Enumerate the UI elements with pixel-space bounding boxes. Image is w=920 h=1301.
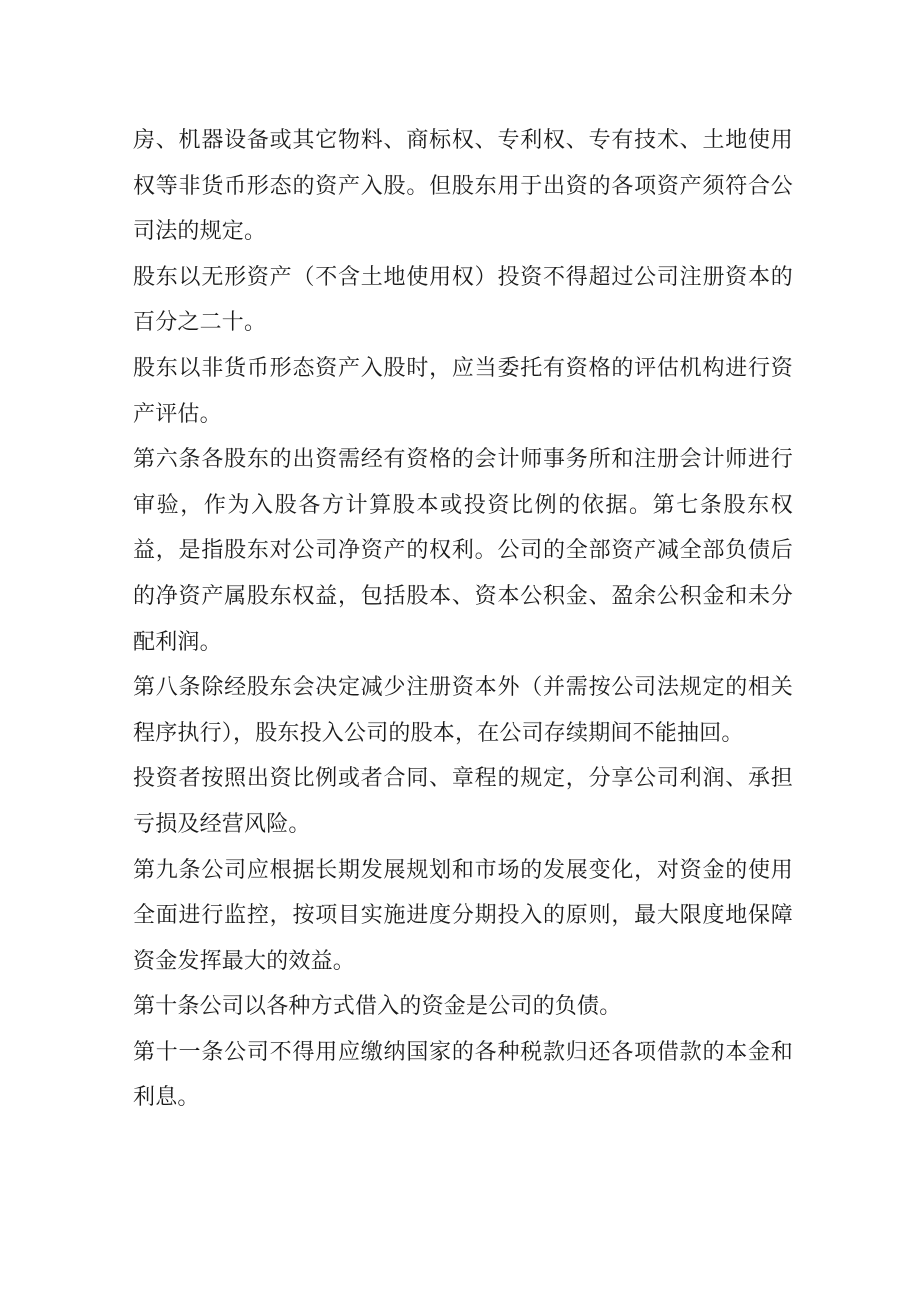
paragraph-article-11: 第十一条公司不得用应缴纳国家的各种税款归还各项借款的本金和利息。 (133, 1039, 793, 1111)
paragraph-intangible-limit: 股东以无形资产（不含土地使用权）投资不得超过公司注册资本的百分之二十。 (133, 264, 793, 336)
paragraph-article-10: 第十条公司以各种方式借入的资金是公司的负债。 (133, 994, 622, 1020)
paragraph-article-6-7: 第六条各股东的出资需经有资格的会计师事务所和注册会计师进行审验，作为入股各方计算股本或投资比例的依据。第七条股东权益，是指股东对公司净资产的权利。公司的全部资产减全部负债后的净资产属股东权益，包括股本、资本公积金、盈余公积金和未分配利润。 (133, 447, 793, 655)
document-body (133, 118, 793, 1121)
paragraph-asset-contribution: 房、机器设备或其它物料、商标权、专利权、专有技术、土地使用权等非货币形态的资产入股。但股东用于出资的各项资产须符合公司法的规定。 (133, 128, 793, 245)
paragraph-article-9: 第九条公司应根据长期发展规划和市场的发展变化，对资金的使用全面进行监控，按项目实施进度分期投入的原则，最大限度地保障资金发挥最大的效益。 (133, 857, 793, 974)
paragraph-investor-profit-share: 投资者按照出资比例或者合同、章程的规定，分享公司利润、承担亏损及经营风险。 (133, 766, 793, 837)
paragraph-article-8: 第八条除经股东会决定减少注册资本外（并需按公司法规定的相关程序执行），股东投入公司的股本，在公司存续期间不能抽回。 (133, 675, 793, 746)
paragraph-asset-appraisal: 股东以非货币形态资产入股时，应当委托有资格的评估机构进行资产评估。 (133, 355, 793, 427)
